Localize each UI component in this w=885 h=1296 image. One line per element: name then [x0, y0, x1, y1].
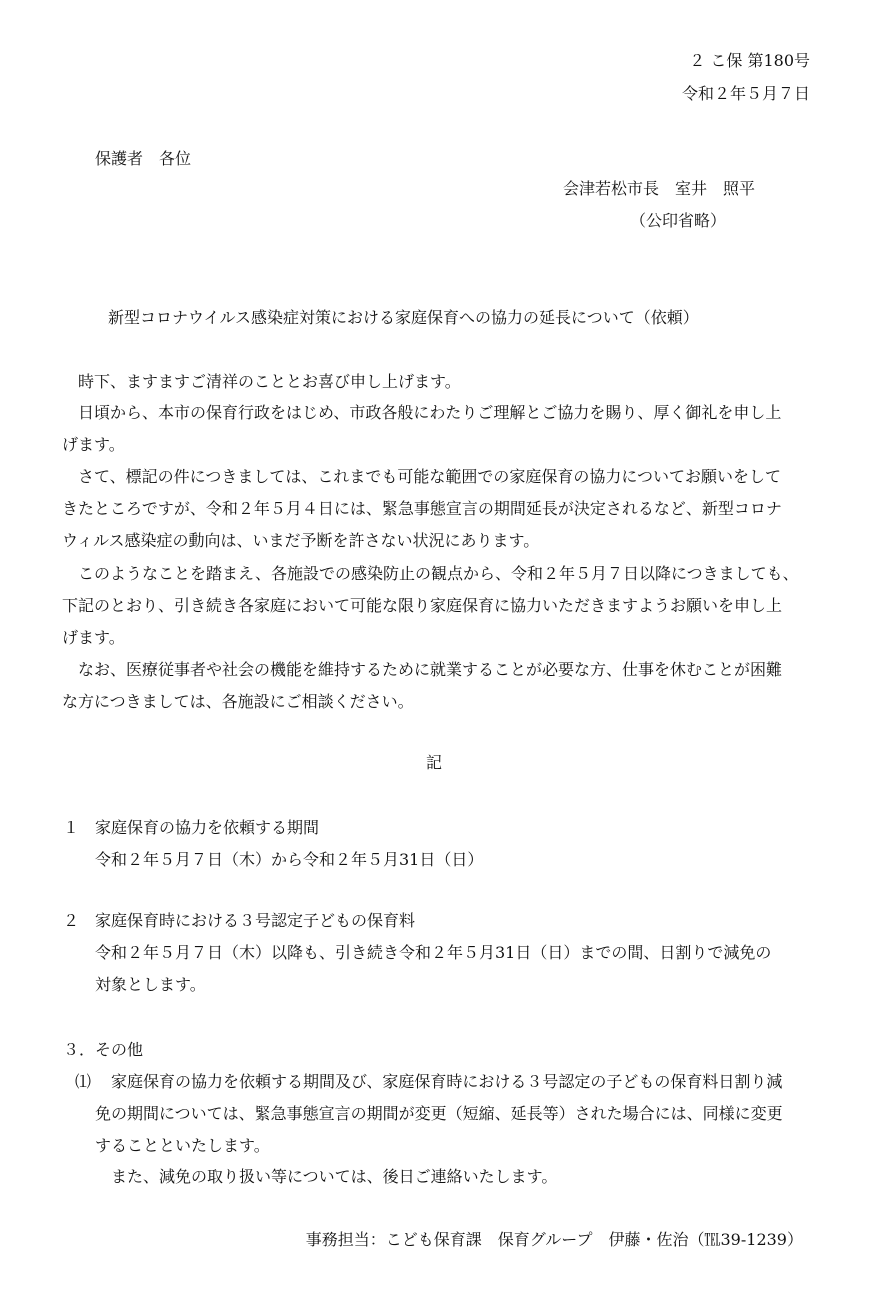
item-text: また、減免の取り扱い等については、後日ご連絡いたします。 [111, 1167, 558, 1186]
item-heading: 家庭保育の協力を依頼する期間 [95, 818, 320, 837]
item-text: 家庭保育の協力を依頼する期間及び、家庭保育時における３号認定の子どもの保育料日割り減 [111, 1072, 783, 1091]
paragraph-line: 下記のとおり、引き続き各家庭において可能な限り家庭保育に協力いただきますようお願いを申し上 [62, 596, 783, 615]
paragraph-line: きたところですが、令和２年５月４日には、緊急事態宣言の期間延長が決定されるなど、新型コロナ [62, 499, 782, 518]
document-title: 新型コロナウイルス感染症対策における家庭保育への協力の延長について（依頼） [108, 308, 699, 327]
paragraph-line: ウィルス感染症の動向は、いまだ予断を許さない状況にあります。 [62, 531, 540, 550]
addressee: 保護者 各位 [95, 149, 192, 168]
item-text: 免の期間については、緊急事態宣言の期間が変更（短縮、延長等）された場合には、同様に変更 [95, 1104, 783, 1123]
document-number: ２ こ保 第180号 [689, 51, 810, 70]
item-number: ２ [63, 911, 80, 930]
paragraph-greeting: 時下、ますますご清祥のこととお喜び申し上げます。 [78, 372, 461, 391]
item-text: 令和２年５月７日（木）以降も、引き続き令和２年５月31日（日）までの間、日割りで減免の [95, 943, 772, 962]
item-text: 対象とします。 [95, 975, 206, 994]
paragraph-line: 日頃から、本市の保育行政をはじめ、市政各般にわたりご理解とご協力を賜り、厚く御礼を申し上 [78, 403, 782, 422]
paragraph-line: なお、医療従事者や社会の機能を維持するために就業することが必要な方、仕事を休むことが困難 [78, 660, 783, 679]
sender-name: 会津若松市長 室井 照平 [563, 179, 756, 198]
item-number: １ [63, 818, 80, 837]
sub-item-number: ⑴ [75, 1072, 92, 1091]
item-heading: 家庭保育時における３号認定子どもの保育料 [95, 911, 416, 930]
paragraph-line: げます。 [62, 628, 125, 647]
contact-info: 事務担当：こども保育課 保育グループ 伊藤・佐治（℡39-1239） [305, 1230, 803, 1249]
paragraph-line: このようなことを踏まえ、各施設での感染防止の観点から、令和２年５月７日以降につきましても、 [78, 564, 799, 583]
document-date: 令和２年５月７日 [681, 84, 810, 103]
ki-heading: 記 [426, 753, 443, 772]
paragraph-line: さて、標記の件につきましては、これまでも可能な範囲での家庭保育の協力についてお願いをして [78, 467, 782, 486]
item-text: することといたします。 [95, 1136, 270, 1155]
paragraph-line: な方につきましては、各施設にご相談ください。 [62, 692, 414, 711]
paragraph-line: げます。 [62, 435, 125, 454]
item-text: 令和２年５月７日（木）から令和２年５月31日（日） [95, 850, 484, 869]
item-heading: ３．その他 [63, 1040, 144, 1059]
seal-omitted-note: （公印省略） [630, 211, 727, 230]
